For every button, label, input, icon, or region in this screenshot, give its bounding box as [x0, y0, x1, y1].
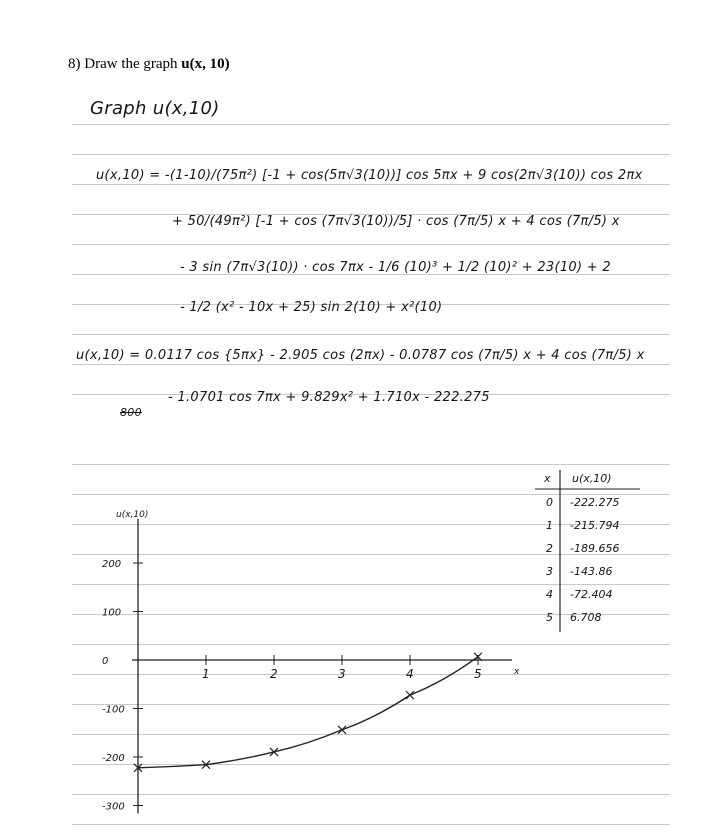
formula-line-2: + 50/(49π²) [-1 + cos (7π√3(10))/5] · cos (7π/5) x + 4 cos (7π/5) x: [172, 214, 620, 229]
table-cell-u: 6.708: [570, 611, 602, 624]
table-cell-x: 1: [546, 519, 553, 532]
table-cell-u: -189.656: [570, 542, 620, 555]
table-cell-x: 3: [546, 565, 553, 578]
formula-line-5: u(x,10) = 0.0117 cos {5πx} - 2.905 cos (2πx) - 0.0787 cos (7π/5) x + 4 cos (7π/5) x: [76, 348, 645, 363]
y-axis-label: u(x,10): [116, 509, 149, 520]
notes-title: Graph u(x,10): [90, 98, 220, 119]
formula-line-3: - 3 sin (7π√3(10)) · cos 7πx - 1/6 (10)³ + 1/2 (10)² + 23(10) + 2: [180, 260, 611, 275]
y-tick-label: 0: [102, 656, 109, 667]
data-point: [338, 726, 346, 734]
table-cell-u: -143.86: [570, 565, 613, 578]
x-axis-label: x: [514, 667, 520, 677]
table-cell-x: 5: [546, 611, 553, 624]
y-tick-label: 100: [102, 607, 122, 619]
x-tick-label: 3: [338, 667, 346, 681]
table-cell-u: -215.794: [570, 519, 620, 532]
y-tick-label: -300: [102, 801, 125, 813]
question-function: u(x, 10): [181, 56, 230, 72]
x-tick-label: 5: [474, 667, 482, 681]
table-cell-x: 4: [546, 588, 553, 601]
table-cell-u: -222.275: [570, 496, 620, 509]
y-tick-label: 200: [102, 559, 122, 570]
table-cell-x: 2: [546, 542, 553, 555]
question-text: Draw the graph: [84, 56, 178, 72]
formula-line-6: - 1.0701 cos 7πx + 9.829x² + 1.710x - 222.275: [168, 390, 490, 405]
x-tick-label: 4: [406, 667, 414, 681]
table-header-u: u(x,10): [572, 472, 612, 485]
y-tick-label: -100: [102, 704, 125, 716]
formula-line-4: - 1/2 (x² - 10x + 25) sin 2(10) + x²(10): [180, 300, 443, 315]
x-tick-label: 1: [202, 667, 210, 681]
data-point: [406, 691, 414, 699]
formula-line-1: u(x,10) = -(1-10)/(75π²) [-1 + cos(5π√3(10))] cos 5πx + 9 cos(2π√3(10)) cos 2πx: [96, 168, 643, 183]
scribble: 800: [120, 406, 142, 419]
x-tick-label: 2: [270, 667, 278, 681]
y-tick-label: -200: [102, 753, 125, 764]
table-header-x: x: [544, 472, 551, 485]
table-cell-x: 0: [546, 496, 553, 509]
question-number: 8): [68, 56, 81, 72]
table-cell-u: -72.404: [570, 588, 613, 601]
series-line: [138, 657, 478, 768]
